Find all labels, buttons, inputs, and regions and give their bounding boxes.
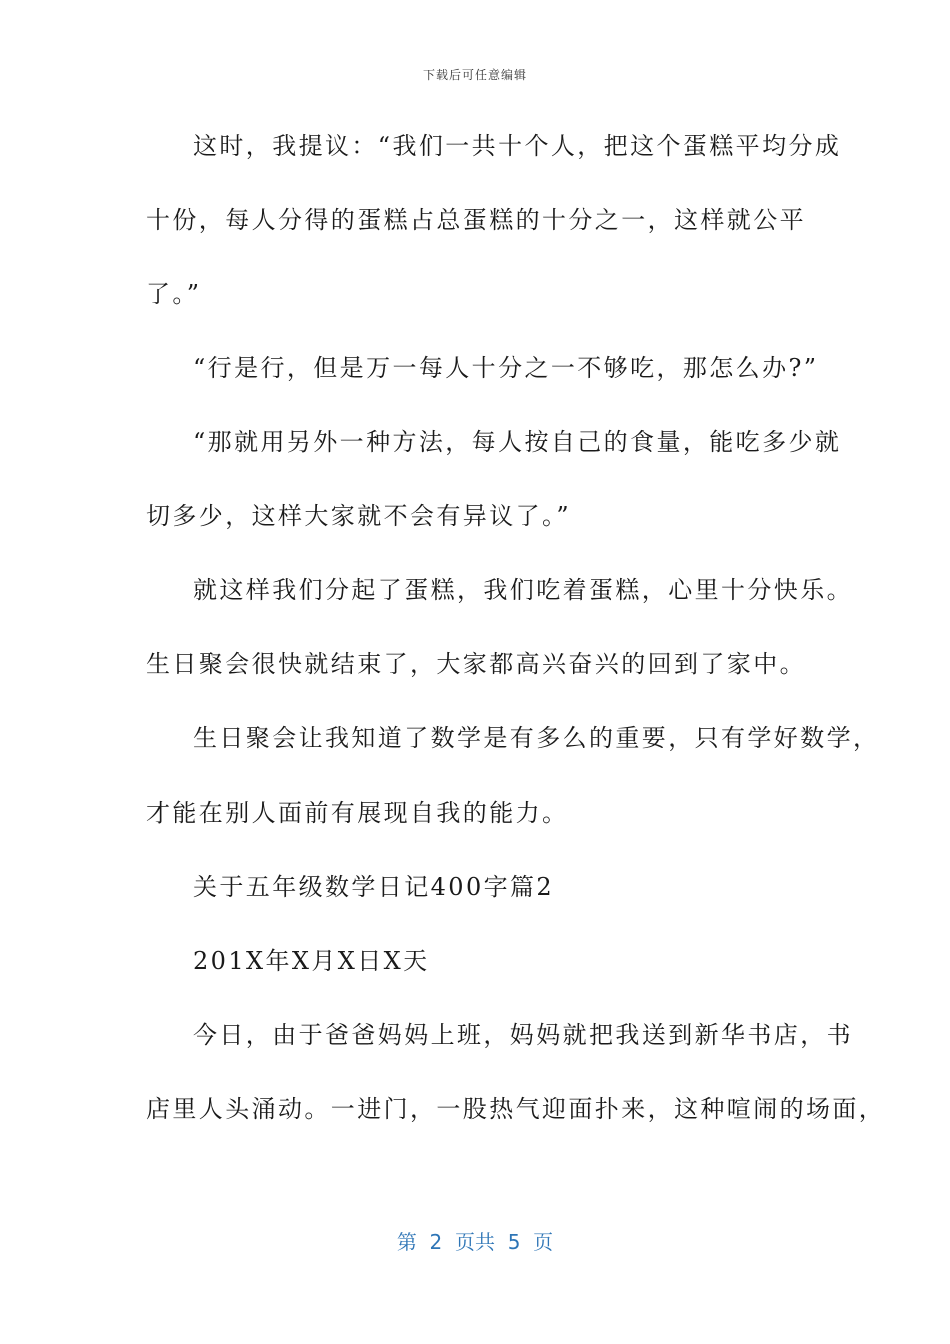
text-line: 生日聚会让我知道了数学是有多么的重要，只有学好数学，	[193, 724, 880, 752]
text-line: “行是行，但是万一每人十分之一不够吃，那怎么办?”	[193, 354, 819, 382]
text-line: 今日，由于爸爸妈妈上班，妈妈就把我送到新华书店，书	[193, 1021, 853, 1049]
text-line: 这时，我提议：“我们一共十个人，把这个蛋糕平均分成	[193, 132, 842, 160]
text-line: 了。”	[146, 280, 202, 308]
section-heading: 关于五年级数学日记400字篇2	[193, 873, 555, 901]
text-line: 十份，每人分得的蛋糕占总蛋糕的十分之一，这样就公平	[146, 206, 806, 234]
text-line: 才能在别人面前有展现自我的能力。	[146, 799, 569, 827]
page-indicator: 第 2 页共 5 页	[396, 1230, 554, 1254]
text-line: 生日聚会很快就结束了，大家都高兴奋兴的回到了家中。	[146, 650, 806, 678]
text-line: 切多少，这样大家就不会有异议了。”	[146, 502, 572, 530]
text-line: 就这样我们分起了蛋糕，我们吃着蛋糕，心里十分快乐。	[193, 576, 853, 604]
text-line: “那就用另外一种方法，每人按自己的食量，能吃多少就	[193, 428, 842, 456]
diary-date: 201X年X月X日X天	[193, 947, 430, 975]
download-note: 下载后可任意编辑	[422, 68, 527, 82]
text-line: 店里人头涌动。一进门，一股热气迎面扑来，这种喧闹的场面，	[146, 1095, 886, 1123]
